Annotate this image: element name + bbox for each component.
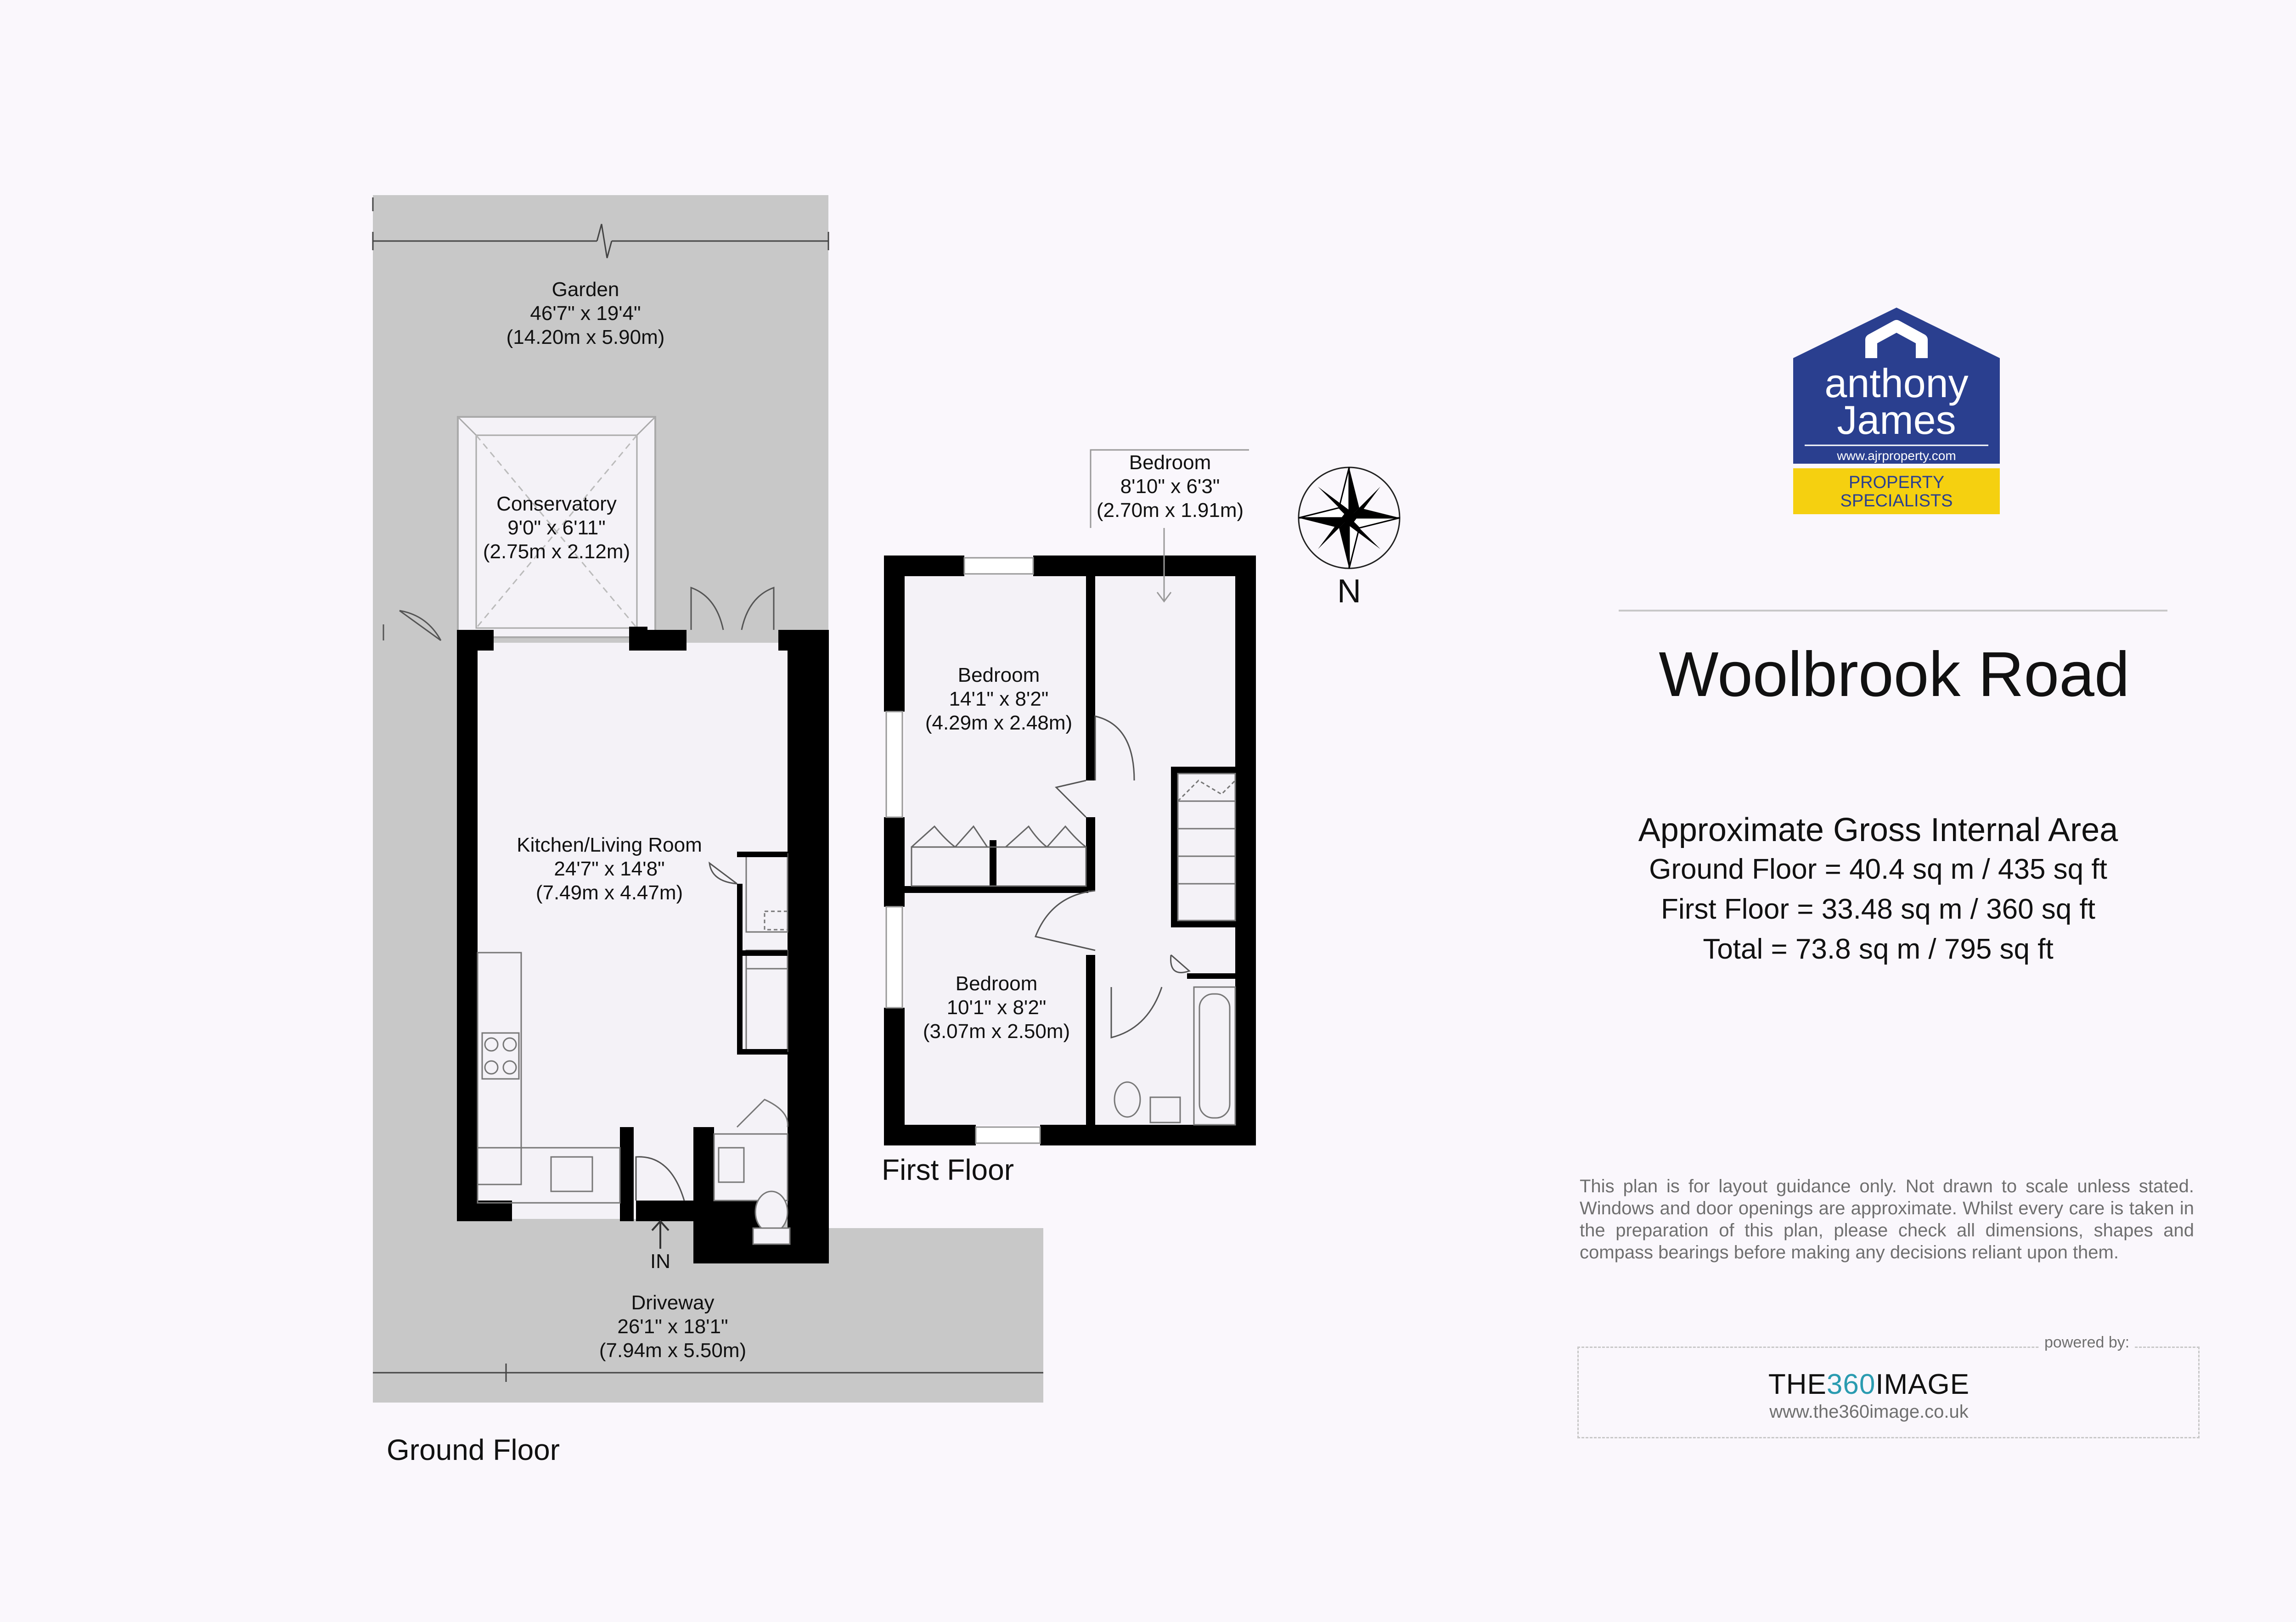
area-heading: Approximate Gross Internal Area [1638,812,2118,848]
logo-tagline-line2: SPECIALISTS [1840,491,1953,511]
logo-name-line1: anthony [1824,360,1969,406]
logo-accent: 360 [1826,1369,1876,1400]
entrance-label: IN [650,1250,670,1273]
bedroom-2-label: Bedroom [955,972,1038,995]
bedroom-3-dimensions-imperial: 8'10" x 6'3" [1120,475,1220,498]
conservatory-dimensions-imperial: 9'0" x 6'11" [507,516,606,539]
the360image-url: www.the360image.co.uk [1769,1402,1969,1422]
kitchen-living-dimensions-imperial: 24'7" x 14'8" [554,858,665,880]
bedroom-2-dimensions-imperial: 10'1" x 8'2" [946,996,1047,1019]
garden-dimensions-imperial: 46'7" x 19'4" [530,302,641,325]
garden-dimensions-metric: (14.20m x 5.90m) [506,326,665,348]
driveway-label: Driveway [631,1291,715,1314]
driveway-dimensions-metric: (7.94m x 5.50m) [599,1339,747,1362]
kitchen-living-label: Kitchen/Living Room [517,834,702,856]
driveway-dimensions-imperial: 26'1" x 18'1" [617,1315,728,1338]
conservatory-label: Conservatory [496,493,617,515]
compass-icon [1299,467,1400,568]
area-total: Total = 73.8 sq m / 795 sq ft [1703,933,2054,965]
kitchen-living-dimensions-metric: (7.49m x 4.47m) [535,881,683,904]
page-title: Woolbrook Road [1659,639,2130,710]
garden-label: Garden [551,278,619,301]
powered-by-label: powered by: [2039,1334,2135,1352]
area-first-floor: First Floor = 33.48 sq m / 360 sq ft [1661,893,2095,926]
compass-north-label: N [1337,573,1361,610]
disclaimer-text: This plan is for layout guidance only. Not drawn to scale unless stated. Windows and door openings are approximate. Whilst every care is taken in the preparation of this plan, please check all dimensions, shapes and compass bearings before making any decisions reliant upon them. [1580,1176,2194,1263]
bedroom-1-dimensions-metric: (4.29m x 2.48m) [925,712,1073,734]
first-floor-title: First Floor [882,1153,1014,1186]
logo-name-line2: James [1837,397,1956,443]
bedroom-1-label: Bedroom [957,664,1040,686]
logo-prefix: THE [1768,1369,1827,1400]
the360image-logo [1577,1368,2161,1401]
bedroom-3-label: Bedroom [1129,451,1211,474]
logo-tagline-line1: PROPERTY [1848,473,1945,492]
kitchen-living-floor [478,643,806,1219]
logo-website: www.ajrproperty.com [1837,449,1956,463]
ground-floor-title: Ground Floor [387,1433,560,1466]
area-summary [1589,810,2167,970]
bedroom-2-dimensions-metric: (3.07m x 2.50m) [923,1020,1070,1043]
bedroom-3-dimensions-metric: (2.70m x 1.91m) [1096,499,1244,522]
logo-suffix: IMAGE [1875,1369,1970,1400]
bedroom-1-dimensions-imperial: 14'1" x 8'2" [949,688,1049,710]
anthony-james-logo [1793,308,2000,514]
conservatory-dimensions-metric: (2.75m x 2.12m) [483,540,630,563]
area-ground-floor: Ground Floor = 40.4 sq m / 435 sq ft [1649,853,2107,886]
title-divider [1619,610,2167,612]
